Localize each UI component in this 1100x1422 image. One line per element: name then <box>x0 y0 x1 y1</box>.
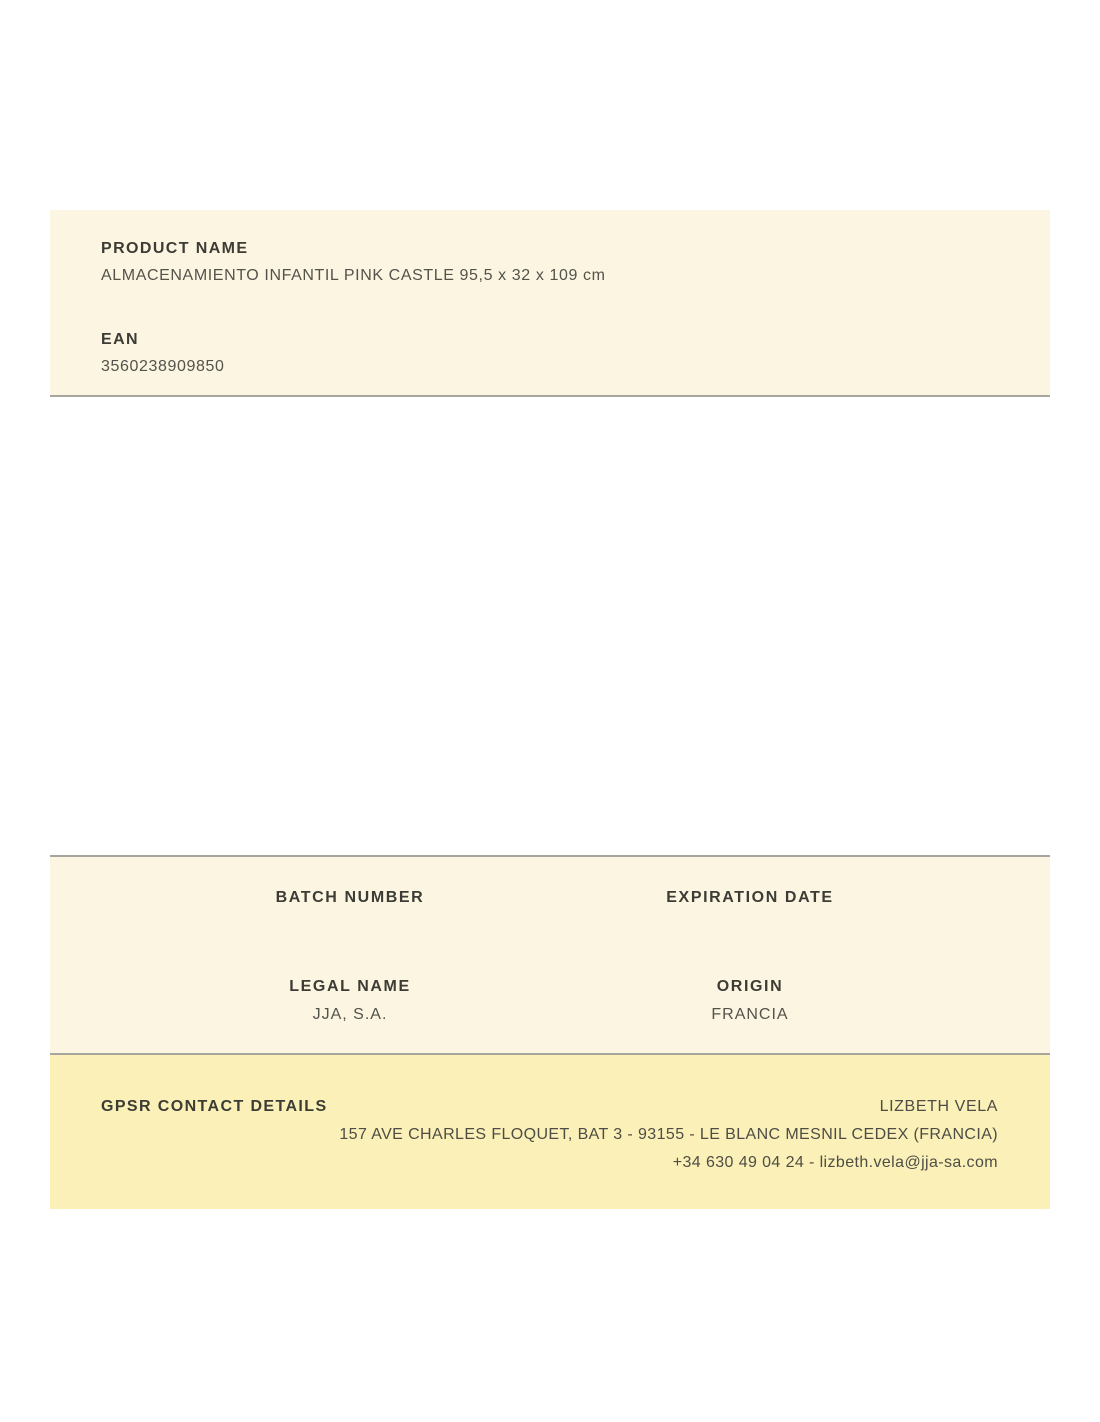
legal-name-cell <box>150 977 550 1024</box>
gpsr-header-row <box>101 1097 998 1116</box>
legal-name-label: LEGAL NAME <box>289 978 411 995</box>
contact-name: LIZBETH VELA <box>879 1098 998 1115</box>
product-info-panel <box>50 210 1050 397</box>
product-name-value: ALMACENAMIENTO INFANTIL PINK CASTLE 95,5 x 32 x 109 cm <box>101 267 606 284</box>
gpsr-contact-panel <box>50 1055 1050 1209</box>
gpsr-contact-details-title: GPSR CONTACT DETAILS <box>101 1098 328 1115</box>
ean-value: 3560238909850 <box>101 358 225 375</box>
batch-number-cell <box>150 888 550 907</box>
expiration-date-label: EXPIRATION DATE <box>666 889 834 906</box>
legal-name-value: JJA, S.A. <box>312 1006 388 1023</box>
origin-label: ORIGIN <box>716 978 784 995</box>
expiration-date-cell <box>550 888 950 907</box>
contact-phone-email: +34 630 49 04 24 - lizbeth.vela@jja-sa.com <box>672 1154 998 1171</box>
batch-origin-panel <box>50 855 1050 1055</box>
batch-origin-grid <box>150 888 950 1024</box>
ean-label: EAN <box>101 331 139 348</box>
product-name-field <box>101 239 999 286</box>
batch-number-label: BATCH NUMBER <box>275 889 425 906</box>
origin-cell <box>550 977 950 1024</box>
product-name-label: PRODUCT NAME <box>101 240 249 257</box>
contact-address: 157 AVE CHARLES FLOQUET, BAT 3 - 93155 - LE BLANC MESNIL CEDEX (FRANCIA) <box>339 1126 998 1143</box>
ean-field <box>101 330 999 377</box>
origin-value: FRANCIA <box>711 1006 789 1023</box>
